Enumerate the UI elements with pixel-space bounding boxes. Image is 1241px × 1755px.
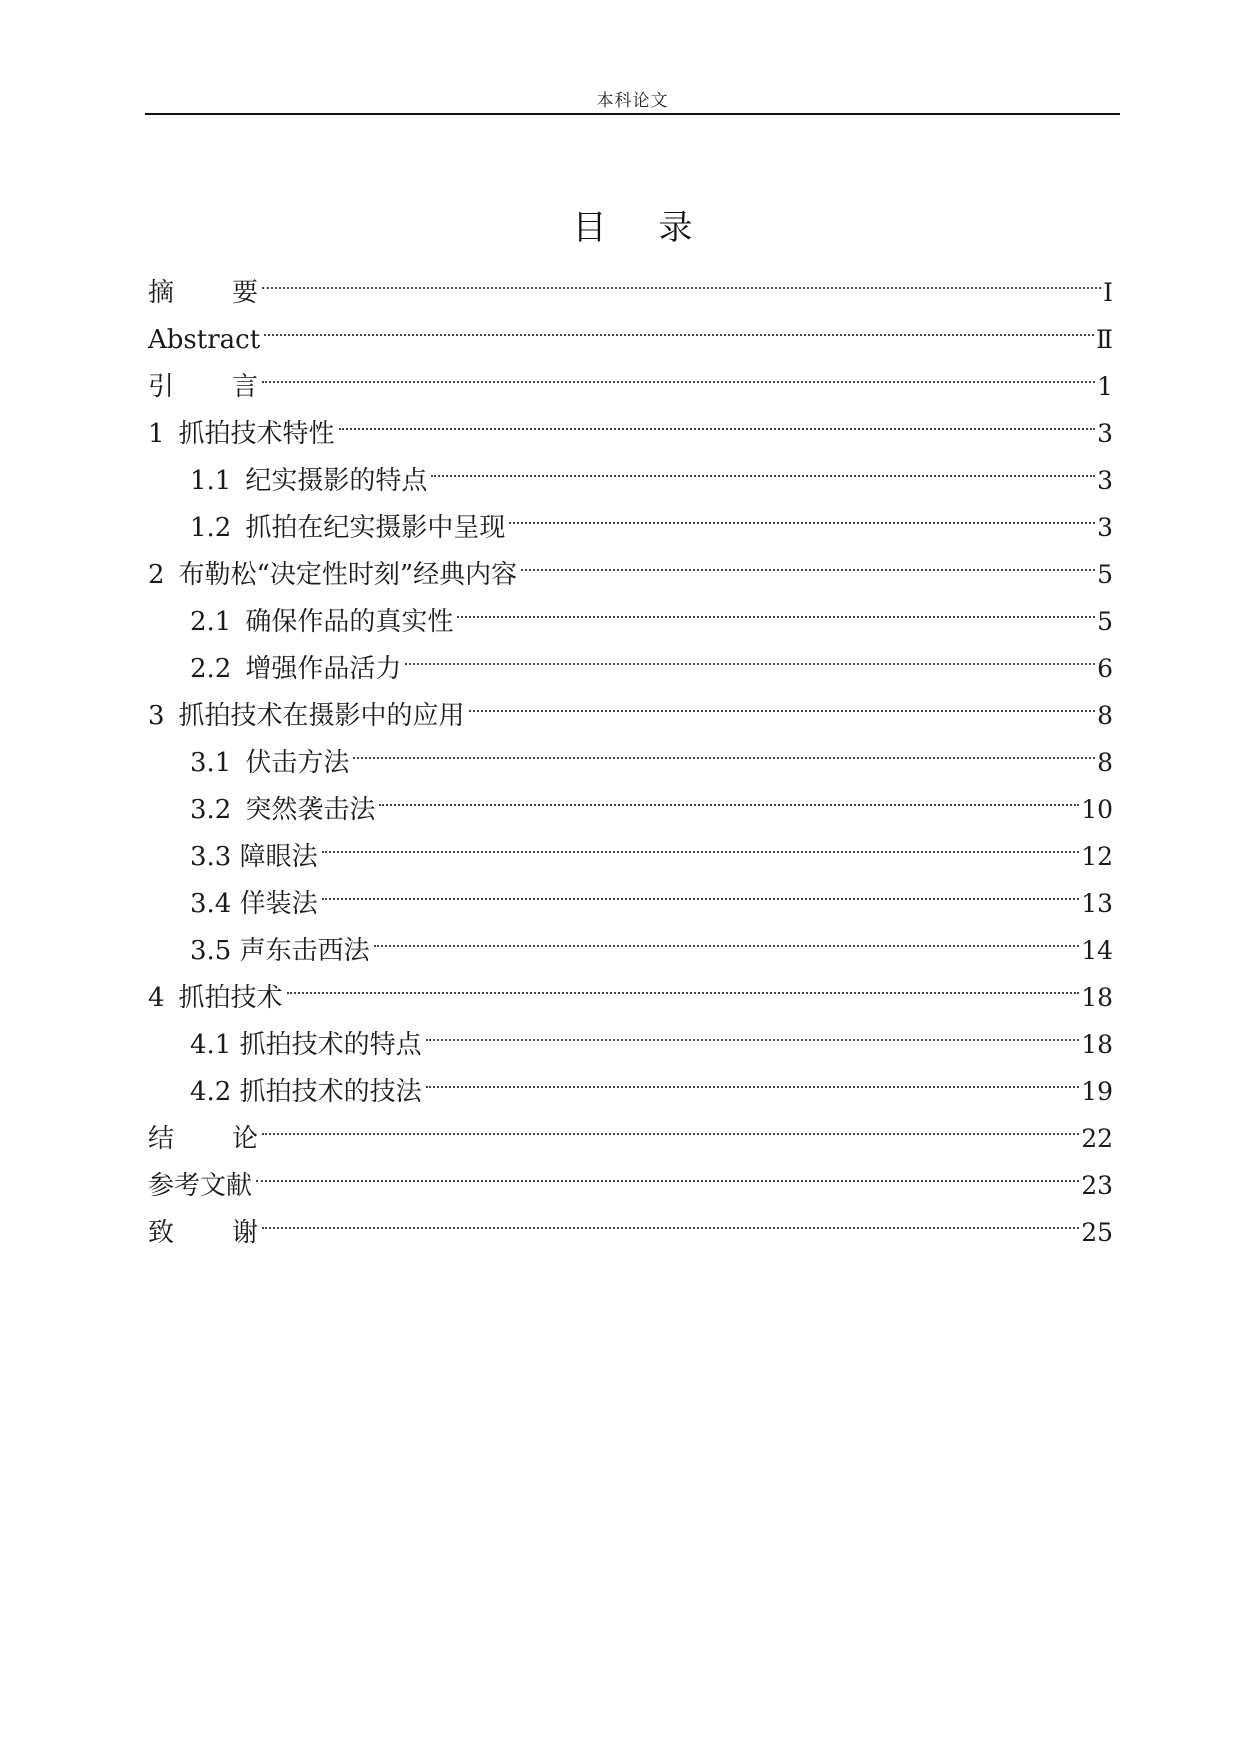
toc-entry-text: 抓拍技术在摄影中的应用 (178, 701, 465, 731)
header-rule (145, 113, 1120, 115)
dot-leader (379, 771, 1079, 818)
toc-entry-title: Abstract (148, 325, 261, 355)
toc-entry-page: 18 (1081, 983, 1113, 1012)
table-of-contents (148, 254, 1113, 1248)
toc-entry-text: 确保作品的真实性 (245, 607, 454, 637)
toc-entry-page: Ⅱ (1096, 325, 1113, 354)
toc-entry-text: 抓拍在纪实摄影中呈现 (245, 513, 506, 543)
toc-entry-number: 2 (148, 560, 165, 590)
toc-entry-title: 4.1 抓拍技术的特点 (190, 1030, 422, 1060)
dot-leader (339, 395, 1096, 442)
toc-entry-title (190, 505, 509, 552)
toc-entry-title: 3.4 佯装法 (190, 889, 318, 919)
toc-entry-page: 8 (1097, 748, 1113, 777)
dot-leader (426, 1006, 1080, 1053)
page-header: 本科论文 (596, 91, 669, 111)
toc-entry-text: 布勒松“决定性时刻”经典内容 (178, 560, 518, 590)
dot-leader (509, 489, 1095, 536)
toc-entry-page: 5 (1097, 607, 1113, 636)
toc-entry-page: 22 (1081, 1124, 1113, 1153)
toc-entry-char: 论 (232, 1124, 259, 1154)
toc-entry-number: 1.2 (190, 513, 232, 543)
dot-leader (287, 959, 1080, 1006)
toc-entry-title: 3.3 障眼法 (190, 842, 318, 872)
toc-entry-text: 伏击方法 (245, 748, 350, 778)
toc-entry-text: 纪实摄影的特点 (245, 466, 428, 496)
toc-title (145, 200, 1120, 249)
toc-entry-section-4-1[interactable] (148, 1006, 1113, 1060)
toc-entry-number: 2.1 (190, 607, 232, 637)
dot-leader (262, 348, 1095, 395)
toc-entry-number: 4 (148, 983, 165, 1013)
dot-leader (521, 536, 1095, 583)
toc-entry-page: 10 (1081, 795, 1113, 824)
dot-leader (262, 1194, 1079, 1241)
toc-entry-title (148, 364, 262, 411)
toc-entry-page: 14 (1081, 936, 1113, 965)
dot-leader (322, 865, 1080, 912)
toc-entry-title (148, 411, 339, 458)
toc-entry-number: 1.1 (190, 466, 232, 496)
dot-leader (405, 630, 1095, 677)
toc-entry-char: 谢 (232, 1218, 259, 1248)
toc-entry-page: 3 (1097, 419, 1113, 448)
dot-leader (374, 912, 1080, 959)
toc-title-char: 目 (572, 208, 607, 248)
toc-entry-page: 13 (1081, 889, 1113, 918)
toc-entry-page: 25 (1081, 1218, 1113, 1247)
toc-entry-abstract-cn[interactable] (148, 254, 1113, 308)
toc-entry-chapter-4[interactable] (148, 959, 1113, 1013)
dot-leader (322, 818, 1080, 865)
toc-entry-introduction[interactable] (148, 348, 1113, 402)
toc-entry-title (148, 975, 287, 1022)
toc-entry-title: 参考文献 (148, 1171, 253, 1201)
toc-entry-page: 23 (1081, 1171, 1113, 1200)
toc-entry-page: 12 (1081, 842, 1113, 871)
toc-entry-title: 3.5 声东击西法 (190, 936, 370, 966)
toc-entry-char: 结 (148, 1124, 175, 1154)
dot-leader (264, 301, 1094, 348)
toc-entry-title: 4.2 抓拍技术的技法 (190, 1077, 422, 1107)
toc-entry-chapter-1[interactable] (148, 395, 1113, 449)
dot-leader (431, 442, 1095, 489)
toc-entry-number: 3.2 (190, 795, 232, 825)
toc-entry-text: 增强作品活力 (245, 654, 402, 684)
toc-entry-page: 3 (1097, 513, 1113, 542)
toc-entry-acknowledgements[interactable] (148, 1194, 1113, 1248)
toc-entry-char: 致 (148, 1218, 175, 1248)
toc-entry-page: 5 (1097, 560, 1113, 589)
toc-entry-char: 引 (148, 372, 175, 402)
toc-entry-text: 抓拍技术 (178, 983, 283, 1013)
toc-entry-page: 6 (1097, 654, 1113, 683)
toc-entry-page: 19 (1081, 1077, 1113, 1106)
toc-entry-page: 1 (1097, 372, 1113, 401)
toc-entry-title (148, 1116, 262, 1163)
toc-entry-title (148, 1210, 262, 1257)
toc-entry-number: 1 (148, 419, 165, 449)
dot-leader (457, 583, 1095, 630)
toc-entry-page: Ⅰ (1103, 278, 1113, 307)
toc-title-char: 录 (658, 208, 693, 248)
toc-entry-title (190, 740, 353, 787)
toc-entry-number: 3.1 (190, 748, 232, 778)
dot-leader (262, 254, 1101, 301)
dot-leader (256, 1147, 1079, 1194)
toc-entry-text: 抓拍技术特性 (178, 419, 335, 449)
dot-leader (469, 677, 1096, 724)
toc-entry-text: 突然袭击法 (245, 795, 376, 825)
toc-entry-references[interactable] (148, 1147, 1113, 1201)
toc-entry-char: 摘 (148, 278, 175, 308)
toc-entry-char: 要 (232, 278, 259, 308)
toc-entry-page: 3 (1097, 466, 1113, 495)
toc-entry-page: 8 (1097, 701, 1113, 730)
toc-entry-title (148, 270, 262, 317)
dot-leader (353, 724, 1095, 771)
toc-entry-number: 3 (148, 701, 165, 731)
dot-leader (262, 1100, 1079, 1147)
toc-entry-title (190, 646, 405, 693)
toc-entry-page: 18 (1081, 1030, 1113, 1059)
toc-entry-conclusion[interactable] (148, 1100, 1113, 1154)
toc-entry-abstract-en[interactable] (148, 301, 1113, 355)
toc-entry-char: 言 (232, 372, 259, 402)
toc-entry-number: 2.2 (190, 654, 232, 684)
dot-leader (426, 1053, 1080, 1100)
toc-entry-title (190, 458, 431, 505)
